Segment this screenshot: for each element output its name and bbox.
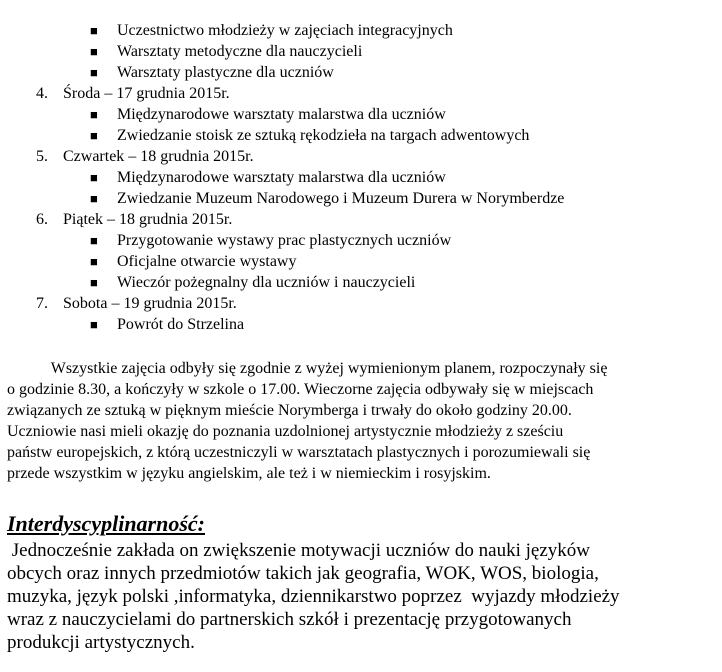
agenda-item-text: Zwiedzanie Muzeum Narodowego i Muzeum Durera w Norymberdze [117,190,565,207]
day-label: Środa – 17 grudnia 2015r. [63,85,230,102]
bullet-icon: ■ [90,170,98,185]
day-number: 4. [36,85,48,102]
paragraph-line: przede wszystkim w języku angielskim, ale też i w niemieckim i rosyjskim. [7,465,491,482]
agenda-item-text: Powrót do Strzelina [117,316,245,333]
day-number: 6. [36,211,48,228]
bullet-icon: ■ [90,275,98,290]
day-label: Sobota – 19 grudnia 2015r. [63,295,237,312]
bullet-icon: ■ [90,191,98,206]
bullet-icon: ■ [90,128,98,143]
day-number: 7. [36,295,48,312]
paragraph-line: związanych ze sztuką w pięknym mieście Norymberga i trwały do około godziny 20.00. [7,402,572,419]
summary-paragraph [7,358,707,484]
agenda-item-text: Międzynarodowe warsztaty malarstwa dla uczniów [117,106,446,123]
paragraph-line: Uczniowie nasi mieli okazję do poznania uzdolnionej artystycznie młodzieży z sześciu [7,423,564,440]
agenda-item-text: Uczestnictwo młodzieży w zajęciach integracyjnych [117,22,453,39]
day-label: Piątek – 18 grudnia 2015r. [63,211,233,228]
bullet-icon: ■ [90,317,98,332]
body-line: produkcji artystycznych. [7,632,195,653]
body-line: Jednocześnie zakłada on zwiększenie motywacji uczniów do nauki języków [7,540,590,561]
section-heading: Interdyscyplinarność: [7,511,205,536]
paragraph-line: Wszystkie zajęcia odbyły się zgodnie z wyżej wymienionym planem, rozpoczynały się [7,360,608,377]
bullet-icon: ■ [90,254,98,269]
body-line: obcych oraz innych przedmiotów takich jak geografia, WOK, WOS, biologia, [7,563,599,584]
agenda-item-text: Warsztaty metodyczne dla nauczycieli [117,43,363,60]
agenda-item-text: Zwiedzanie stoisk ze sztuką rękodzieła na targach adwentowych [117,127,530,144]
paragraph-line: o godzinie 8.30, a kończyły w szkole o 17.00. Wieczorne zajęcia odbywały się w miejscach [7,381,594,398]
bullet-icon: ■ [90,107,98,122]
bullet-icon: ■ [90,44,98,59]
day-label: Czwartek – 18 grudnia 2015r. [63,148,254,165]
bullet-icon: ■ [90,23,98,38]
paragraph-line: państw europejskich, z którą uczestniczyli w warsztatach plastycznych i porozumiewali się [7,444,591,461]
agenda-item-text: Przygotowanie wystawy prac plastycznych uczniów [117,232,452,249]
body-line: muzyka, język polski ,informatyka, dziennikarstwo poprzez wyjazdy młodzieży [7,586,620,607]
agenda-item-text: Międzynarodowe warsztaty malarstwa dla uczniów [117,169,446,186]
agenda-item-text: Wieczór pożegnalny dla uczniów i nauczycieli [117,274,416,291]
interdisciplinary-paragraph [7,539,712,654]
bullet-icon: ■ [90,233,98,248]
body-line: wraz z nauczycielami do partnerskich szkół i prezentację przygotowanych [7,609,572,630]
day-number: 5. [36,148,48,165]
bullet-icon: ■ [90,65,98,80]
agenda-item-text: Oficjalne otwarcie wystawy [117,253,297,270]
agenda-item-text: Warsztaty plastyczne dla uczniów [117,64,334,81]
